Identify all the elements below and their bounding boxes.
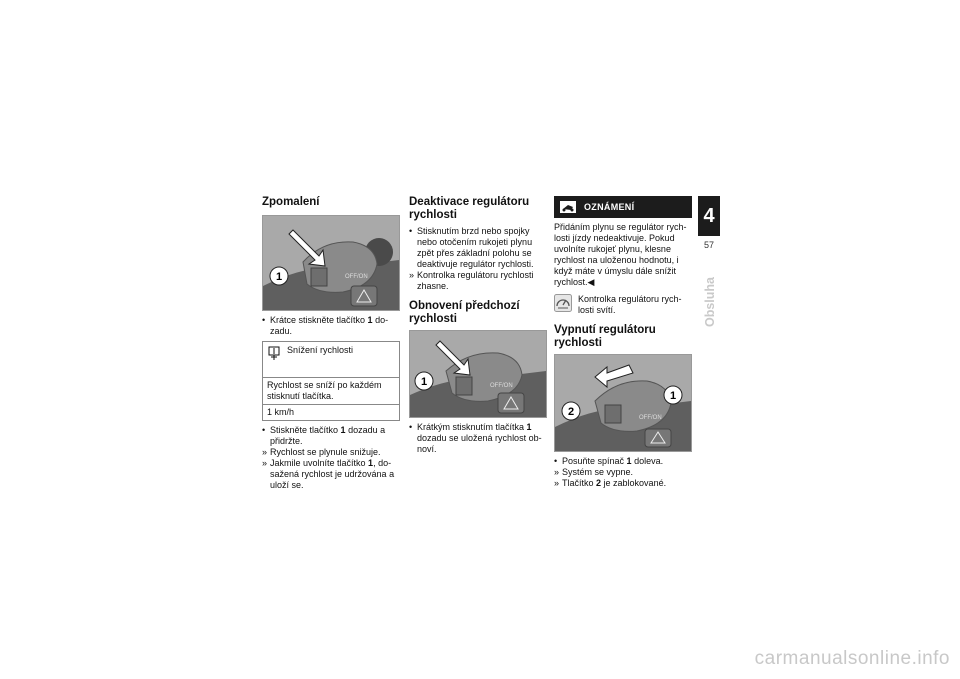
callout-2: 2 — [567, 406, 575, 418]
list-item: • Krátkým stisknutím tlačítka 1 dozadu se uložená rychlost ob-noví. — [409, 422, 547, 455]
photo-handlebar-switch-1 — [262, 215, 400, 311]
heading-vypnuti: Vypnutí regulátoru rychlosti — [554, 324, 656, 349]
list-item: • Stiskněte tlačítko 1 dozadu a přidržte. — [262, 425, 400, 447]
list-item: » Kontrolka regulátoru rychlosti zhasne. — [409, 270, 547, 292]
notice-text: Přidáním plynu se regulátor rych-losti jízdy nedeaktivuje. Pokud uvolníte rukojeť plynu, klesne rychlost na uloženou hodnotu, i když máte v úmyslu dále snížit rychlost.◀ — [554, 222, 687, 287]
list-item: • Stisknutím brzd nebo spojky nebo otočením rukojeti plynu zpět přes základní polohu se deaktivuje regulátor rychlosti. — [409, 226, 547, 270]
callout-1: 1 — [420, 376, 428, 388]
list-zpomaleni-2 — [262, 425, 400, 491]
photo-handlebar-switch-3 — [554, 354, 692, 452]
photo-handlebar-switch-2 — [409, 330, 547, 418]
heading-obnoveni: Obnovení předchozí rychlosti — [409, 300, 520, 325]
table-head — [263, 342, 399, 378]
info-table — [262, 341, 400, 421]
column-oznameni — [554, 196, 692, 489]
list-deaktivace — [409, 226, 547, 292]
list-item: » Systém se vypne. — [554, 467, 692, 478]
list-zpomaleni-1 — [262, 315, 400, 337]
list-item: » Tlačítko 2 je zablokované. — [554, 478, 692, 489]
switch-label: OFF/ON — [639, 415, 662, 421]
handlebar-illustration — [410, 331, 546, 417]
list-obnoveni — [409, 422, 547, 455]
cruise-control-indicator-icon — [554, 294, 572, 312]
list-item: » Rychlost se plynule snižuje. — [262, 447, 400, 458]
motorcycle-notice-icon — [560, 201, 576, 213]
callout-1: 1 — [275, 271, 283, 283]
speed-decrease-icon — [267, 345, 281, 361]
table-row: Rychlost se sníží po každém stisknutí tlačítka. — [263, 378, 399, 405]
indicator-note — [554, 294, 692, 316]
list-vypnuti — [554, 456, 692, 489]
switch-label: OFF/ON — [345, 274, 368, 280]
watermark: carmanualsonline.info — [754, 648, 950, 669]
callout-1: 1 — [669, 390, 677, 402]
table-head-label: Snížení rychlosti — [287, 345, 354, 355]
list-item: • Krátce stiskněte tlačítko 1 do-zadu. — [262, 315, 400, 337]
list-item: • Posuňte spínač 1 doleva. — [554, 456, 692, 467]
chapter-number: 4 — [698, 196, 720, 236]
table-row: 1 km/h — [267, 407, 295, 417]
heading-deaktivace: Deaktivace regulátoru rychlosti — [409, 196, 530, 221]
notice-bar — [554, 196, 692, 218]
notice-label: OZNÁMENÍ — [584, 202, 635, 212]
switch-label: OFF/ON — [490, 383, 513, 389]
handlebar-illustration — [555, 355, 691, 451]
indicator-text: Kontrolka regulátoru rych-losti svítí. — [578, 294, 682, 315]
section-title — [690, 276, 730, 328]
section-title-text: Obsluha — [703, 276, 717, 328]
page-number: 57 — [703, 240, 714, 250]
handlebar-illustration — [263, 216, 399, 310]
list-item: » Jakmile uvolníte tlačítko 1, do-sažená rychlost je udržována a uloží se. — [262, 458, 400, 491]
column-deaktivace — [409, 196, 547, 455]
column-zpomaleni — [262, 196, 400, 491]
heading-zpomaleni: Zpomalení — [262, 196, 320, 208]
